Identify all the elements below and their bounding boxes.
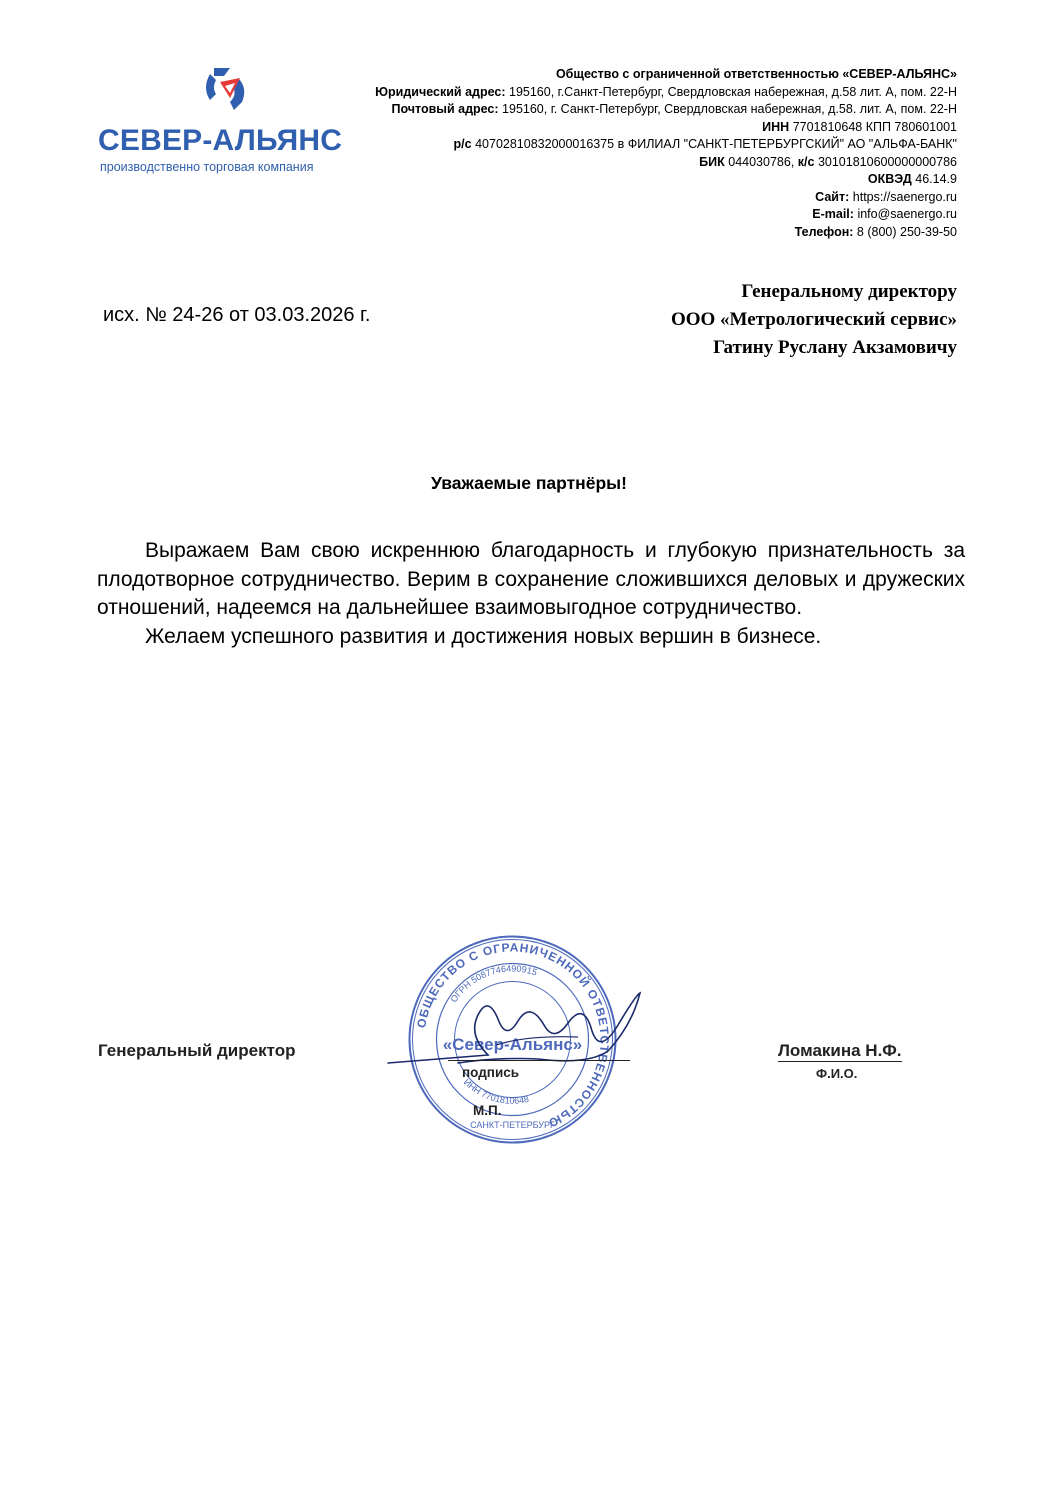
greeting: Уважаемые партнёры! <box>431 473 627 493</box>
inn-kpp: ИНН 7701810648 КПП 780601001 <box>762 119 957 134</box>
stamp-center: «Север-Альянс» <box>442 1035 583 1054</box>
body-paragraph-2: Желаем успешного развития и достижения новых вершин в бизнесе. <box>145 624 822 648</box>
letter-body <box>97 537 965 651</box>
company-requisites <box>257 66 957 241</box>
addressee-name: Гатину Руслану Акзамовичу <box>713 337 957 358</box>
signature-line <box>448 1060 630 1061</box>
bik-ks: БИК 044030786, к/с 30101810600000000786 <box>699 154 957 169</box>
logo-subtitle: производственно торговая компания <box>100 160 314 174</box>
addressee-position: Генеральному директору <box>741 281 957 302</box>
phone: Телефон: 8 (800) 250-39-50 <box>794 224 957 239</box>
signatory-name: Ломакина Н.Ф. <box>778 1041 902 1060</box>
fio-caption: Ф.И.О. <box>816 1066 858 1081</box>
stamp-city: САНКТ-ПЕТЕРБУРГ <box>470 1120 555 1130</box>
svg-text:ИНН 7701810648 <box>462 1077 530 1106</box>
signatory-position: Генеральный директор <box>98 1041 296 1060</box>
email: E-mail: info@saenergo.ru <box>812 207 957 221</box>
stamp-ogrn: ОГРН 5087746490915 <box>448 963 539 1005</box>
stamp-place-caption: М.П. <box>473 1103 502 1118</box>
company-name: Общество с ограниченной ответственностью «СЕВЕР-АЛЬЯНС» <box>555 67 957 81</box>
bank-account: р/с 40702810832000016375 в ФИЛИАЛ "САНКТ-ПЕТЕРБУРГСКИЙ" АО "АЛЬФА-БАНК" <box>453 137 957 151</box>
logo-mark-icon <box>200 64 256 114</box>
postal-address: Почтовый адрес: 195160, г. Санкт-Петербург, Свердловская набережная, д.58. лит. А, пом. 22-Н <box>391 102 957 116</box>
legal-address: Юридический адрес: 195160, г.Санкт-Петербург, Свердловская набережная, д.58 лит. А, пом. 22-Н <box>375 84 957 99</box>
addressee-company: ООО «Метрологический сервис» <box>670 309 957 330</box>
signature-caption: подпись <box>462 1065 520 1080</box>
addressee-block <box>671 278 957 362</box>
body-paragraph-1: Выражаем Вам свою искреннюю благодарность и глубокую признательность за плодотворное сотрудничество. Верим в сохранение сложившихся деловых и дружеских отношений, надеемся на дальнейшее взаимовыгодное сотрудничество. <box>97 539 965 619</box>
site: Сайт: https://saenergo.ru <box>815 189 957 204</box>
stamp-outer-text: ОБЩЕСТВО С ОГРАНИЧЕННОЙ ОТВЕТСТВЕННОСТЬЮ <box>414 940 612 1131</box>
okved: ОКВЭД 46.14.9 <box>867 172 957 186</box>
logo-name: СЕВЕР-АЛЬЯНС <box>98 124 343 157</box>
outgoing-reference: исх. № 24-26 от 03.03.2026 г. <box>103 304 371 326</box>
stamp-inn: ИНН 7701810648 <box>461 1076 530 1106</box>
